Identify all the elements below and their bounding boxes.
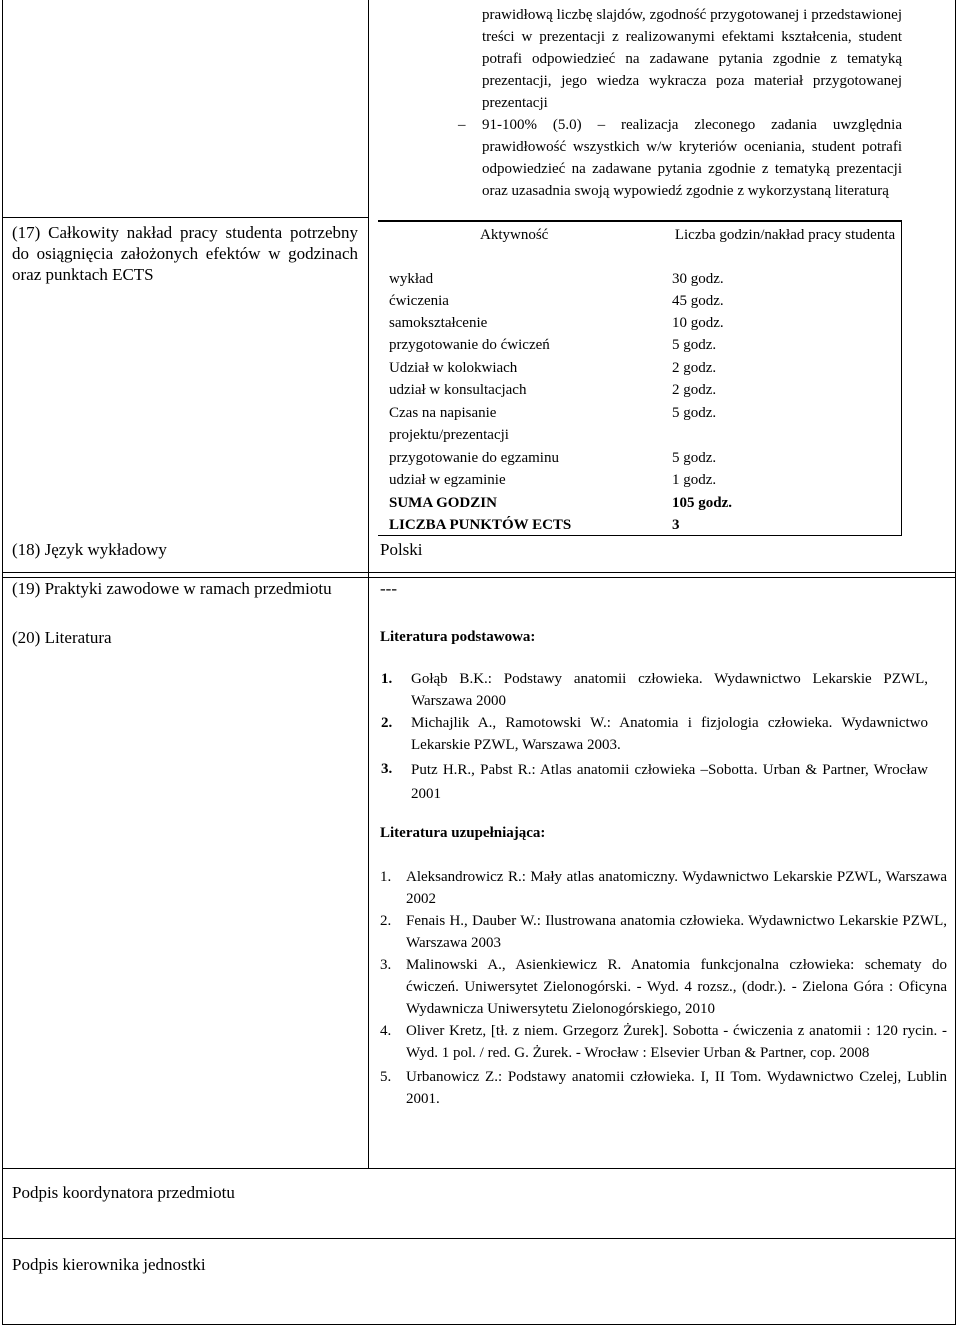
list-number: 3.	[381, 761, 393, 777]
ects-value: 3	[672, 517, 680, 533]
language-label: (18) Język wykładowy	[12, 540, 167, 559]
list-text: Aleksandrowicz R.: Mały atlas anatomiczny. Wydawnictwo Lekarskie PZWL, Warszawa 2002	[406, 869, 947, 907]
row-divider-18	[2, 572, 956, 573]
literature-label: (20) Literatura	[12, 628, 112, 647]
language-value: Polski	[380, 540, 423, 559]
hours-self-study: 10 godz.	[672, 315, 724, 331]
list-number: 2.	[381, 715, 393, 731]
list-item	[381, 668, 928, 712]
list-number: 1.	[381, 671, 393, 687]
list-number: 3.	[380, 957, 392, 973]
activity-project: Czas na napisanie projektu/prezentacji	[389, 405, 509, 443]
list-number: 2.	[380, 913, 392, 929]
activity-exam: udział w egzaminie	[389, 472, 506, 488]
supplementary-literature-list	[380, 866, 947, 1110]
activity-exercises: ćwiczenia	[389, 293, 449, 309]
list-number: 5.	[380, 1069, 392, 1085]
list-text: Putz H.R., Pabst R.: Atlas anatomii człowieka –Sobotta. Urban & Partner, Wrocław 2001	[411, 762, 928, 802]
list-text: Oliver Kretz, [tł. z niem. Grzegorz Żurek]. Sobotta - ćwiczenia z anatomii : 120 rycin. - Wyd. 1 pol. / red. G. Żurek. - Wrocław : Elsevier Urban & Partner, cop. 2008	[406, 1023, 947, 1061]
hours-project: 5 godz.	[672, 405, 717, 421]
workload-table-top	[378, 220, 902, 222]
list-text: Urbanowicz Z.: Podstawy anatomii człowieka. I, II Tom. Wydawnictwo Czelej, Lublin 2001.	[406, 1069, 947, 1107]
hours-consultations: 2 godz.	[672, 382, 717, 398]
hours-lecture: 30 godz.	[672, 271, 724, 287]
list-text: Malinowski A., Asienkiewicz R. Anatomia funkcjonalna człowieka: schematy do ćwiczeń. Uniwersytet Zielonogórski. - Wyd. 4 rozsz., (dodr.). - Zielona Góra : Oficyna Wydawnicza Uniwersytetu Zielonogórskiego, 2010	[406, 957, 947, 1017]
supplementary-literature-heading: Literatura uzupełniająca:	[380, 825, 546, 841]
basic-literature-list	[381, 668, 928, 806]
basic-literature-heading: Literatura podstawowa:	[380, 629, 536, 645]
head-signature-label: Podpis kierownika jednostki	[12, 1255, 206, 1274]
row-divider-sign-2	[2, 1238, 956, 1239]
list-item	[381, 758, 928, 806]
column-divider	[368, 0, 369, 1168]
coordinator-signature-label: Podpis koordynatora przedmiotu	[12, 1183, 235, 1202]
grade-criteria-5: 91-100% (5.0) – realizacja zleconego zadania uwzględnia prawidłowość wszystkich w/w kryteriów oceniania, student potrafi odpowiedzieć na zadawane pytania zgodnie z tematyką prezentacji oraz uzasadnia swoją wypowiedź zgodnie z wykorzystaną literaturą	[482, 117, 902, 199]
grade-dash: –	[458, 117, 466, 133]
list-item	[380, 866, 947, 910]
header-hours: Liczba godzin/nakład pracy studenta	[674, 227, 896, 243]
activity-self-study: samokształcenie	[389, 315, 488, 331]
hours-exercises: 45 godz.	[672, 293, 724, 309]
header-activity: Aktywność	[480, 227, 549, 243]
practice-value: ---	[380, 579, 397, 598]
activity-lecture: wykład	[389, 271, 434, 287]
sum-hours-label: SUMA GODZIN	[389, 495, 497, 511]
hours-exam: 1 godz.	[672, 472, 717, 488]
hours-exam-prep: 5 godz.	[672, 450, 717, 466]
outer-border-left	[2, 0, 3, 1325]
activity-colloquia: Udział w kolokwiach	[389, 360, 518, 376]
list-text: Gołąb B.K.: Podstawy anatomii człowieka. Wydawnictwo Lekarskie PZWL, Warszawa 2000	[411, 671, 928, 709]
hours-colloquia: 2 godz.	[672, 360, 717, 376]
list-number: 1.	[380, 869, 392, 885]
sum-hours-value: 105 godz.	[672, 495, 732, 511]
list-item	[381, 712, 928, 756]
row-divider-17	[2, 217, 369, 218]
activity-exercise-prep: przygotowanie do ćwiczeń	[389, 337, 550, 353]
list-item	[380, 1066, 947, 1110]
activity-exam-prep: przygotowanie do egzaminu	[389, 450, 559, 466]
list-text: Fenais H., Dauber W.: Ilustrowana anatomia człowieka. Wydawnictwo Lekarskie PZWL, Warszawa 2003	[406, 913, 947, 951]
practice-label: (19) Praktyki zawodowe w ramach przedmiotu	[12, 579, 332, 598]
list-text: Michajlik A., Ramotowski W.: Anatomia i fizjologia człowieka. Wydawnictwo Lekarskie PZWL, Warszawa 2003.	[411, 715, 928, 753]
list-number: 4.	[380, 1023, 392, 1039]
workload-label: (17) Całkowity nakład pracy studenta potrzebny do osiągnięcia założonych efektów w godzinach oraz punktach ECTS	[12, 223, 358, 284]
list-item	[380, 1020, 947, 1064]
workload-table-right	[901, 220, 902, 536]
list-item	[380, 910, 947, 954]
outer-border-right	[955, 0, 956, 1325]
row-divider-sign-1	[2, 1168, 956, 1169]
list-item	[380, 954, 947, 1020]
hours-exercise-prep: 5 godz.	[672, 337, 717, 353]
ects-label: LICZBA PUNKTÓW ECTS	[389, 517, 572, 533]
activity-consultations: udział w konsultacjach	[389, 382, 527, 398]
assessment-continuation: prawidłową liczbę slajdów, zgodność przygotowanej i przedstawionej treści w prezentacji z realizowanymi efektami kształcenia, student potrafi odpowiedzieć na zadawane pytania zgodnie z tematyką prezentacji, jego wiedza wykracza poza materiał przygotowanej prezentacji	[482, 7, 902, 111]
